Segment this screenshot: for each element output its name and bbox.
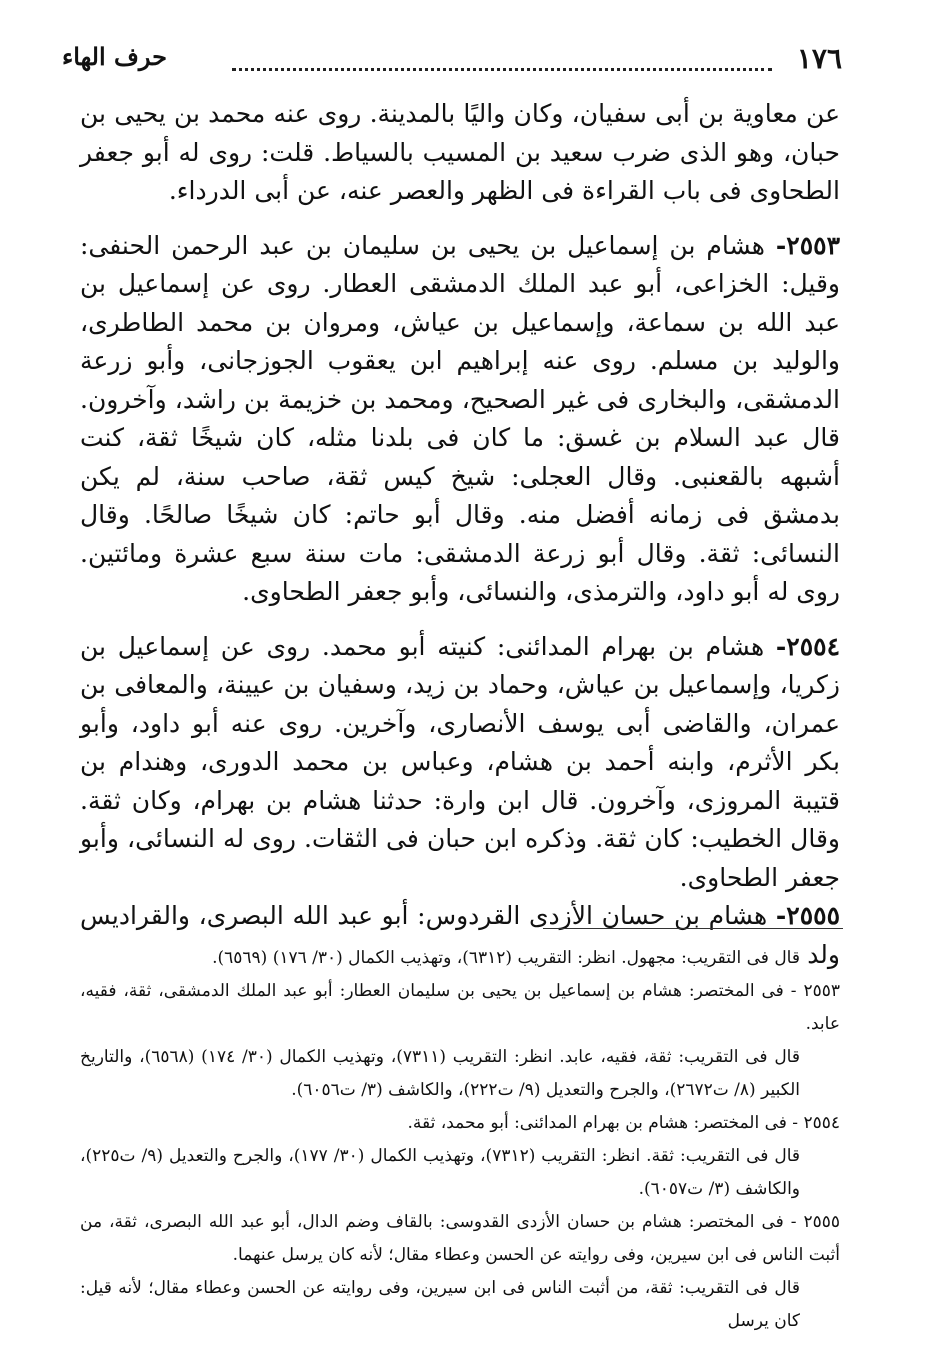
- footnote-separator: [543, 928, 843, 929]
- footnote: قال فى التقريب: مجهول. انظر: التقريب (٦٣١٢)، وتهذيب الكمال (٣٠/ ١٧٦) (٦٥٦٩).: [212, 948, 800, 968]
- header-dotted-leader: [232, 68, 772, 71]
- running-title: حرف الهاء: [62, 42, 167, 71]
- page-number: ١٧٦: [796, 42, 842, 75]
- paragraph-continuation: [80, 95, 840, 211]
- footnote: قال فى التقريب: ثقة. انظر: التقريب (٧٣١٢)، وتهذيب الكمال (٣٠/ ١٧٧)، والجرح والتعديل (٩/ ت٢٢٥)، والكاشف (٣/ ت٦٠٥٧).: [80, 1146, 801, 1199]
- entry-text: هشام بن إسماعيل بن يحيى بن سليمان بن عبد الرحمن الحنفى: وقيل: الخزاعى، أبو عبد الملك الدمشقى العطار. روى عن إسماعيل بن عبد الله بن سماعة، وإسماعيل بن عياش، ومروان بن محمد الطاطرى، والوليد بن مسلم. روى عنه إبراهيم ابن يعقوب الجوزجانى، وأبو زرعة الدمشقى، والبخارى فى غير الصحيح، ومحمد بن خزيمة بن راشد، وآخرون. قال عبد السلام بن غسق: ما كان فى بلدنا مثله، كان شيخًا ثقة، كنت أشبهه بالقعنبى. وقال العجلى: شيخ كيس ثقة، صاحب سنة، لم يكن بدمشق فى زمانه أفضل منه. وقال أبو حاتم: كان شيخًا صالحًا. وقال النسائى: ثقة. وقال أبو زرعة الدمشقى: مات سنة سبع عشرة ومائتين. روى له أبو داود، والترمذى، والنسائى، وأبو جعفر الطحاوى.: [80, 230, 840, 606]
- entry-number: ٢٥٥٣-: [775, 230, 840, 260]
- main-text: [80, 95, 840, 974]
- entry-number: ٢٥٥٥-: [775, 901, 840, 930]
- page-header: [62, 42, 842, 86]
- footnote: قال فى التقريب: ثقة، فقيه، عابد. انظر: التقريب (٧٣١١)، وتهذيب الكمال (٣٠/ ١٧٤) (٦٥٦٨)، والتاريخ الكبير (٨/ ت٢٦٧٢)، والجرح والتعديل (٩/ ت٢٢٢)، والكاشف (٣/ ت٦٠٥٦).: [80, 1047, 800, 1100]
- entry-2553: [80, 227, 840, 612]
- entry-text: هشام بن حسان الأزدى القردوس: أبو عبد الله البصرى، والقراديس ولد: [80, 901, 840, 969]
- entry-2554: [80, 628, 840, 898]
- footnote: ٢٥٥٣ - فى المختصر: هشام بن إسماعيل بن يحيى بن سليمان العطار: أبو عبد الملك الدمشقى، ثقة، فقيه، عابد.: [80, 981, 840, 1034]
- paragraph-text: عن معاوية بن أبى سفيان، وكان واليًا بالمدينة. روى عنه محمد بن يحيى بن حبان، وهو الذى ضرب سعيد بن المسيب بالسياط. قلت: روى له أبو جعفر الطحاوى فى باب القراءة فى الظهر والعصر عنه، عن أبى الدرداء.: [80, 99, 840, 205]
- entry-text: هشام بن بهرام المدائنى: كنيته أبو محمد. روى عن إسماعيل بن زكريا، وإسماعيل بن عياش، وحماد بن زيد، وسفيان بن عيينة، والمعافى بن عمران، والقاضى أبى يوسف الأنصارى، وآخرين. روى عنه أبو داود، وأبو بكر الأثرم، وابنه أحمد بن هشام، وعباس بن محمد الدورى، وهندام بن قتيبة المروزى، وآخرون. قال ابن وارة: حدثنا هشام بن بهرام، وكان ثقة. وقال الخطيب: كان ثقة. وذكره ابن حبان فى الثقات. روى له النسائى، وأبو جعفر الطحاوى.: [80, 631, 840, 892]
- footnotes: [80, 942, 840, 1338]
- footnote: ٢٥٥٥ - فى المختصر: هشام بن حسان الأزدى القدوسى: بالقاف وضم الدال، أبو عبد الله البصرى، ثقة، من أثبت الناس فى ابن سيرين، وفى روايته عن الحسن وعطاء مقال؛ لأنه كان يرسل عنهما.: [80, 1212, 840, 1265]
- entry-number: ٢٥٥٤-: [775, 631, 840, 661]
- footnote: قال فى التقريب: ثقة، من أثبت الناس فى ابن سيرين، وفى روايته عن الحسن وعطاء مقال؛ لأنه قيل: كان يرسل: [80, 1278, 800, 1331]
- footnote: ٢٥٥٤ - فى المختصر: هشام بن بهرام المدائنى: أبو محمد، ثقة.: [407, 1113, 840, 1133]
